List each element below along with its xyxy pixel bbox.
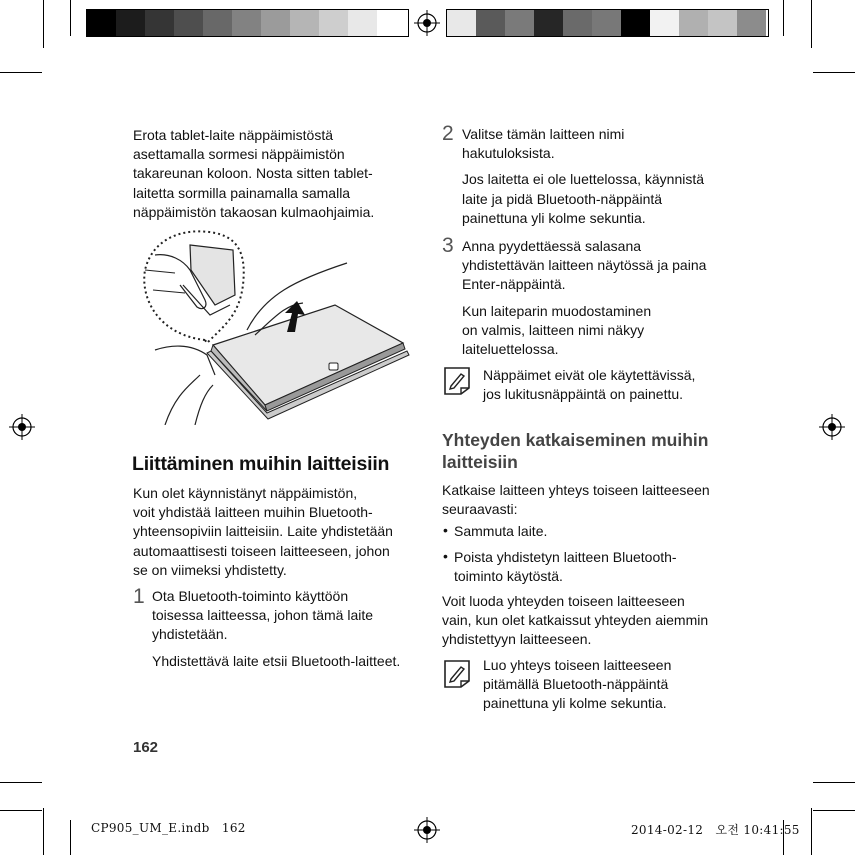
color-swatch xyxy=(679,10,708,36)
crop-mark xyxy=(0,810,42,811)
color-swatch xyxy=(708,10,737,36)
color-swatch xyxy=(261,10,290,36)
crop-mark xyxy=(813,782,855,783)
color-swatch xyxy=(592,10,621,36)
footer-filename: CP905_UM_E.indb 162 xyxy=(91,821,246,835)
bullet-marker: • xyxy=(443,548,448,564)
crop-mark xyxy=(70,0,71,36)
step-number: 3 xyxy=(442,234,454,257)
registration-mark-icon xyxy=(9,414,35,440)
step-number: 2 xyxy=(442,122,454,145)
crop-mark xyxy=(783,0,784,36)
color-swatch xyxy=(348,10,377,36)
page-number: 162 xyxy=(133,739,159,756)
crop-mark xyxy=(70,820,71,855)
color-bar-left xyxy=(86,9,409,37)
color-swatch xyxy=(505,10,534,36)
color-swatch xyxy=(116,10,145,36)
color-swatch xyxy=(319,10,348,36)
subsection-title: Yhteyden katkaiseminen muihin laitteisiin xyxy=(442,430,709,472)
note-icon xyxy=(443,366,471,396)
crop-mark xyxy=(811,0,812,48)
color-swatch xyxy=(174,10,203,36)
color-swatch xyxy=(377,10,406,36)
crop-mark xyxy=(813,72,855,73)
crop-mark xyxy=(0,782,42,783)
color-swatch xyxy=(145,10,174,36)
color-swatch xyxy=(563,10,592,36)
color-bar-right xyxy=(446,9,769,37)
crop-mark xyxy=(811,808,812,855)
list-item: Poista yhdistetyn laitteen Bluetooth- toiminto käytöstä. xyxy=(454,549,677,585)
note-icon xyxy=(443,659,471,689)
crop-mark xyxy=(43,0,44,48)
color-swatch xyxy=(290,10,319,36)
color-swatch xyxy=(87,10,116,36)
crop-mark xyxy=(43,808,44,855)
registration-mark-icon xyxy=(414,817,440,843)
step-1: Ota Bluetooth-toiminto käyttöön toisessa laitteessa, johon tämä laite yhdistetään. Yhdistettävä laite etsii Bluetooth-laitteet. xyxy=(152,588,401,669)
subsection-intro: Katkaise laitteen yhteys toiseen laitteeseen seuraavasti: xyxy=(442,482,710,518)
bullet-marker: • xyxy=(443,522,448,538)
step-number: 1 xyxy=(133,585,145,608)
color-swatch xyxy=(447,10,476,36)
color-swatch xyxy=(621,10,650,36)
color-swatch xyxy=(650,10,679,36)
color-swatch xyxy=(232,10,261,36)
list-item: Sammuta laite. xyxy=(454,523,548,539)
footer-timestamp: 2014-02-12 오전 10:41:55 xyxy=(631,823,800,837)
crop-mark xyxy=(813,810,855,811)
note-lock-key: Näppäimet eivät ole käytettävissä, jos lukitusnäppäintä on painettu. xyxy=(483,367,696,403)
section-title: Liittäminen muihin laitteisiin xyxy=(132,453,390,475)
step-2: Valitse tämän laitteen nimi hakutuloksista. Jos laitetta ei ole luettelossa, käynnistä laite ja pidä Bluetooth-näppäintä painettuna yli kolme sekuntia. xyxy=(462,126,705,226)
color-swatch xyxy=(203,10,232,36)
registration-mark-icon xyxy=(414,10,440,36)
color-swatch xyxy=(476,10,505,36)
color-swatch xyxy=(534,10,563,36)
intro-paragraph: Erota tablet-laite näppäimistöstä asettamalla sormesi näppäimistön takareunan koloon. Nosta sitten tablet- laitetta sormilla painamalla samalla näppäimistön takaosan kulmaohjaimia. xyxy=(133,127,375,220)
tablet-detach-illustration xyxy=(135,225,415,425)
step-3: Anna pyydettäessä salasana yhdistettävän laitteen näytössä ja paina Enter-näppäintä. Kun laiteparin muodostaminen on valmis, laitteen nimi näkyy laiteluettelossa. xyxy=(462,238,707,358)
crop-mark xyxy=(0,72,42,73)
note-bluetooth-key: Luo yhteys toiseen laitteeseen pitämällä Bluetooth-näppäintä painettuna yli kolme sekuntia. xyxy=(483,657,672,712)
outro-paragraph: Voit luoda yhteyden toiseen laitteeseen vain, kun olet katkaissut yhteyden aiemmin yhdistettyyn laitteeseen. xyxy=(442,593,709,648)
section-body: Kun olet käynnistänyt näppäimistön, voit yhdistää laitteen muihin Bluetooth- yhteensopiviin laitteisiin. Laite yhdistetään automaattisesti toiseen laitteeseen, johon se on viimeksi yhdistetty. xyxy=(133,485,393,578)
color-swatch xyxy=(737,10,766,36)
registration-mark-icon xyxy=(819,414,845,440)
